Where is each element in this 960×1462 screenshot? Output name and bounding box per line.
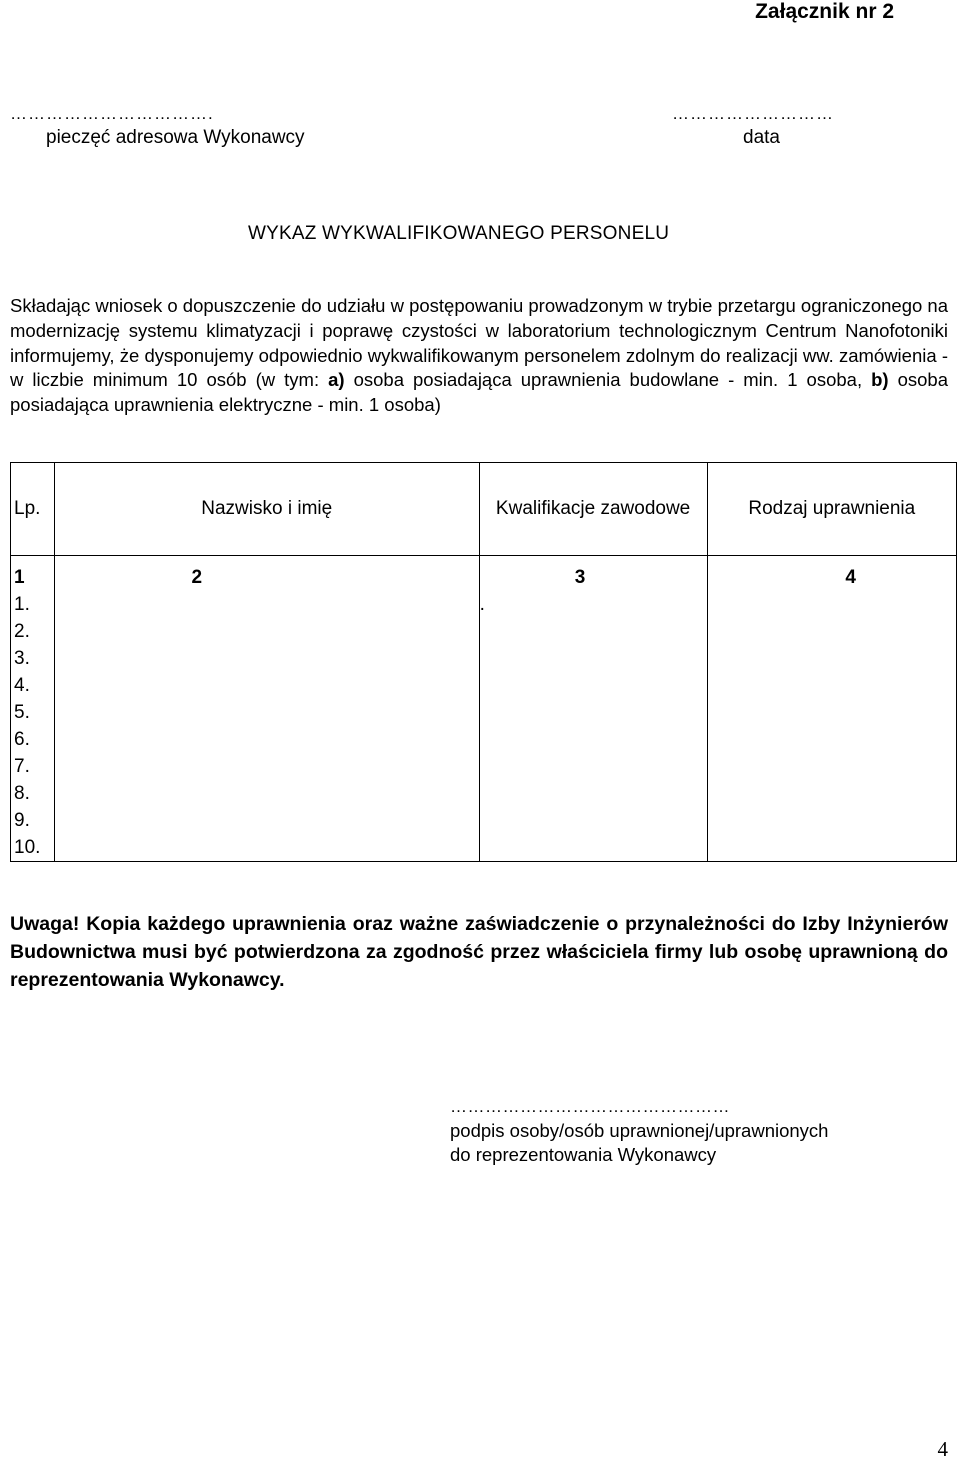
row-qualifications-cell[interactable]: [479, 780, 707, 807]
table-row: [11, 618, 957, 645]
row-name-cell[interactable]: [54, 753, 479, 780]
row-rights-cell[interactable]: [707, 807, 956, 834]
row-lp: 8.: [11, 780, 55, 807]
intro-text-part: Składając wniosek o dopuszczenie do udziału w postępowaniu prowadzonym w trybie przetargu ograniczonego na modernizację systemu klimatyzacji i poprawę czystości w laboratorium technologicznym Centrum Nanofotoniki informujemy, że dysponujemy odpowiednio wykwalifikowanym personelem zdolnym do realizacji ww. zamówienia - w liczbie minimum 10 osób (w tym:: [10, 295, 948, 391]
row-rights-cell[interactable]: [707, 591, 956, 618]
row-lp: 1.: [11, 591, 55, 618]
column-number: 3: [479, 564, 707, 591]
table-spacer-row: [11, 556, 957, 565]
row-qualifications-cell[interactable]: [479, 753, 707, 780]
stamp-caption: pieczęć adresowa Wykonawcy: [46, 127, 305, 148]
row-name-cell[interactable]: [54, 834, 479, 862]
marker-b: b): [871, 369, 889, 391]
spacer-cell: [54, 556, 479, 565]
column-number: 1: [11, 564, 55, 591]
row-rights-cell[interactable]: [707, 618, 956, 645]
table-row: [11, 834, 957, 862]
spacer-cell: [479, 556, 707, 565]
table-header-row: [11, 463, 957, 556]
signature-dotted-line: …………………………………………: [450, 1097, 730, 1116]
header-lp: Lp.: [11, 463, 55, 556]
row-name-cell[interactable]: [54, 591, 479, 618]
row-qualifications-cell[interactable]: [479, 699, 707, 726]
row-lp: 2.: [11, 618, 55, 645]
row-name-cell[interactable]: [54, 699, 479, 726]
spacer-cell: [707, 556, 956, 565]
row-qualifications-cell[interactable]: [479, 834, 707, 862]
row-rights-cell[interactable]: [707, 672, 956, 699]
row-qualifications-cell[interactable]: [479, 618, 707, 645]
row-lp: 4.: [11, 672, 55, 699]
row-rights-cell[interactable]: [707, 645, 956, 672]
row-rights-cell[interactable]: [707, 780, 956, 807]
personnel-table: [10, 462, 957, 862]
row-lp: 9.: [11, 807, 55, 834]
row-lp: 7.: [11, 753, 55, 780]
document-title: WYKAZ WYKWALIFIKOWANEGO PERSONELU: [248, 223, 670, 244]
intro-text-part: osoba posiadająca uprawnienia elektryczne - min. 1 osoba): [10, 369, 949, 416]
row-rights-cell[interactable]: [707, 834, 956, 862]
row-lp: 10.: [11, 834, 55, 862]
table-row: [11, 591, 957, 618]
row-name-cell[interactable]: [54, 726, 479, 753]
row-qualifications-cell[interactable]: [479, 645, 707, 672]
spacer-cell: [11, 556, 55, 565]
note-paragraph: Uwaga! Kopia każdego uprawnienia oraz ważne zaświadczenie o przynależności do Izby Inżynierów Budownictwa musi być potwierdzona za zgodność przez właściciela firmy lub osobę uprawnioną do reprezentowania Wykonawcy.: [10, 913, 948, 991]
column-number: 2: [54, 564, 479, 591]
row-name-cell[interactable]: [54, 645, 479, 672]
date-dotted-line: ………………………: [672, 104, 834, 123]
table-row: [11, 807, 957, 834]
column-number-row: [11, 564, 957, 591]
table-row: [11, 645, 957, 672]
page-number: 4: [937, 1437, 948, 1461]
row-qualifications-cell[interactable]: [479, 672, 707, 699]
row-name-cell[interactable]: [54, 807, 479, 834]
table-row: [11, 699, 957, 726]
table-row: [11, 672, 957, 699]
header-rights: Rodzaj uprawnienia: [707, 463, 956, 556]
marker-a: a): [328, 369, 345, 391]
row-lp: 5.: [11, 699, 55, 726]
row-rights-cell[interactable]: [707, 753, 956, 780]
row-rights-cell[interactable]: [707, 726, 956, 753]
column-number: 4: [707, 564, 956, 591]
intro-paragraph: [10, 294, 948, 418]
row-name-cell[interactable]: [54, 672, 479, 699]
row-lp: 6.: [11, 726, 55, 753]
signature-caption-line1: podpis osoby/osób uprawnionej/uprawnionych: [450, 1120, 829, 1141]
date-caption: data: [743, 127, 780, 148]
row-qualifications-cell[interactable]: [479, 726, 707, 753]
table-row: [11, 753, 957, 780]
row-name-cell[interactable]: [54, 618, 479, 645]
row-rights-cell[interactable]: [707, 699, 956, 726]
header-name: Nazwisko i imię: [54, 463, 479, 556]
annex-title: Załącznik nr 2: [755, 0, 894, 23]
header-qualifications: Kwalifikacje zawodowe: [479, 463, 707, 556]
row-name-cell[interactable]: [54, 780, 479, 807]
table-row: [11, 726, 957, 753]
stamp-dotted-line: …………………………….: [10, 104, 214, 123]
row-qualifications-cell[interactable]: .: [479, 591, 707, 618]
signature-caption-line2: do reprezentowania Wykonawcy: [450, 1144, 717, 1165]
row-qualifications-cell[interactable]: [479, 807, 707, 834]
row-lp: 3.: [11, 645, 55, 672]
intro-text-part: osoba posiadająca uprawnienia budowlane - min. 1 osoba,: [344, 369, 872, 391]
table-row: [11, 780, 957, 807]
